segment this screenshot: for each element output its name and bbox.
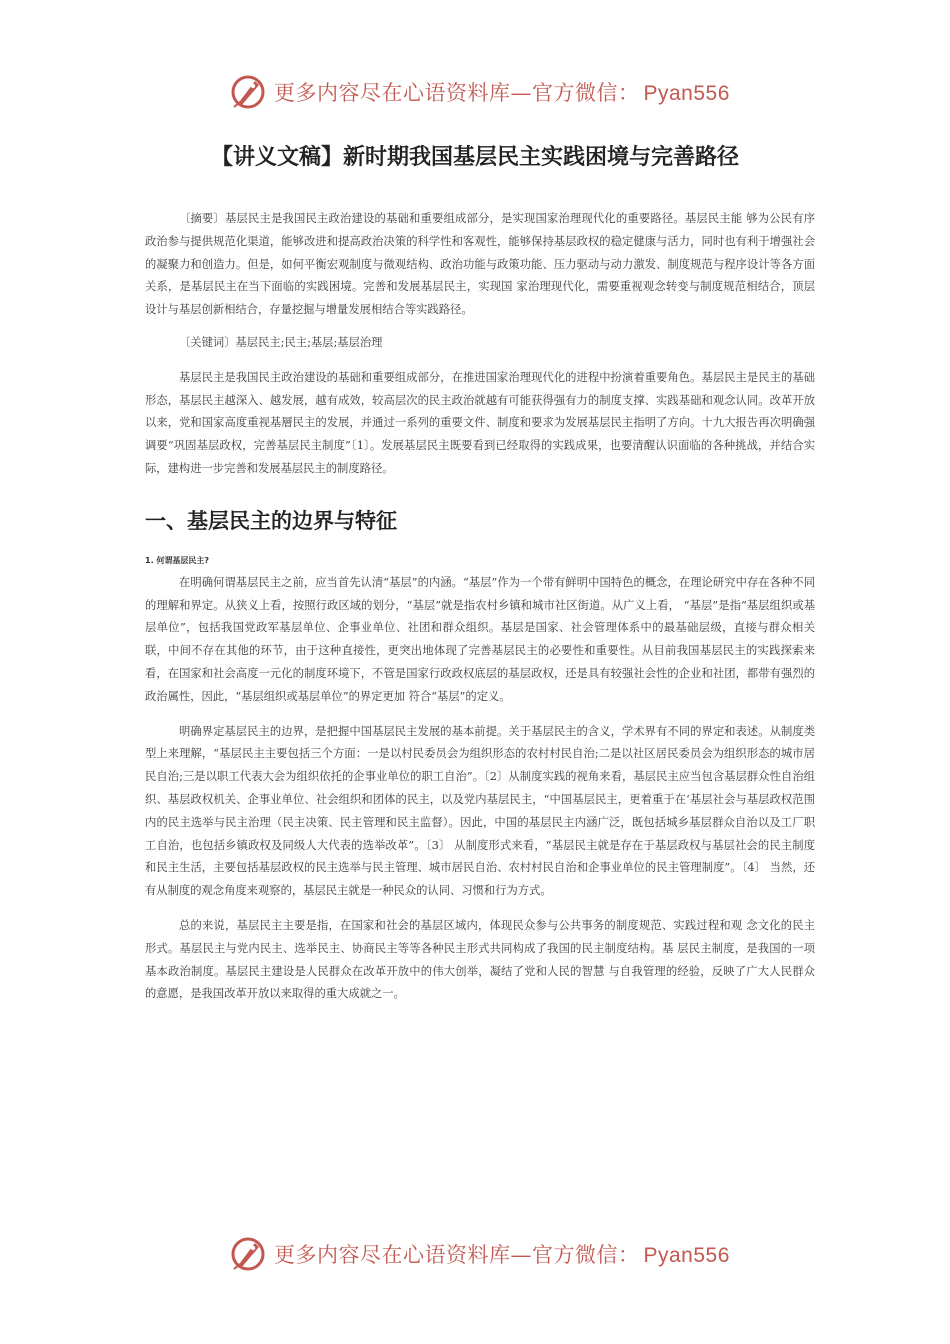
pen-nib-logo-icon bbox=[228, 72, 268, 112]
body-paragraph-2: 明确界定基层民主的边界，是把握中国基层民主发展的基本前提。关于基层民主的含义，学术界有不同的界定和表述。从制度类型上来理解，“基层民主主要包括三个方面：一是以村民委员会为组织形态的农村村民自治;二是以社区居民委员会为组织形态的城市居民自治;三是以职工代表大会为组织依托的企事业单位的职工自治”。〔2〕从制度实践的视角来看，基层民主应当包含基层群众性自治组织、基层政权机关、企事业单位、社会组织和团体的民主，以及党内基层民主，“中国基层民主，更着重于在‘基层社会与基层政权范围内的民主选举与民主治理（民主决策、民主管理和民主监督）。因此，中国的基层民主内涵广泛，既包括城乡基层群众自治以及工厂职工自治，也包括乡镇政权及同级人大代表的选举改革”。〔3〕 从制度形式来看，“基层民主就是存在于基层政权与基层社会的民主制度和民主生活，主要包括基层政权的民主选举与民主管理、城市居民自治、农村村民自治和企事业单位的民主管理制度”。〔4〕 当然，还有从制度的观念角度来观察的，基层民主就是一种民众的认同、习惯和行为方式。 bbox=[145, 724, 815, 898]
subsection-heading: 1. 何谓基层民主? bbox=[145, 555, 210, 565]
intro-paragraph: 基层民主是我国民主政治建设的基础和重要组成部分，在推进国家治理现代化的进程中扮演着重要角色。基层民主是民主的基础形态，基层民主越深入、越发展，越有成效，较高层次的民主政治就越有可能获得强有力的制度支撑、实践基础和观念认同。改革开放以来，党和国家高度重视基層民主的发展，并通过一系列的重要文件、制度和要求为发展基层民主指明了方向。十九大报告再次明确强调要“巩固基层政权，完善基层民主制度”〔1〕。发展基层民主既要看到已经取得的实践成果，也要清醒认识面临的各种挑战，并结合实际，建构进一步完善和发展基层民主的制度路径。 bbox=[145, 370, 815, 475]
banner-wechat-id: Pyan556 bbox=[643, 1244, 730, 1267]
banner-slogan: 更多内容尽在心语资料库—官方微信： bbox=[274, 1243, 640, 1267]
document-body bbox=[145, 208, 815, 1006]
keywords-line: 〔关键词〕基层民主;民主;基层;基层治理 bbox=[179, 335, 383, 349]
banner-text bbox=[274, 77, 730, 107]
abstract-paragraph: 〔摘要〕基层民主是我国民主政治建设的基础和重要组成部分，是实现国家治理现代化的重要路径。基层民主能 够为公民有序政治参与提供规范化渠道，能够改进和提高政治决策的科学性和客观性，能够保持基层政权的稳定健康与活力，同时也有利于增强社会的凝聚力和创造力。但是，如何平衡宏观制度与微观结构、政治功能与政策功能、压力驱动与动力激发、制度规范与程序设计等各方面关系，是基层民主在当下面临的实践困境。完善和发展基层民主，实现国 家治理现代化，需要重视观念转变与制度规范相结合，顶层设计与基层创新相结合，存量挖掘与增量发展相结合等实践路径。 bbox=[145, 212, 815, 317]
top-banner bbox=[228, 72, 730, 112]
body-paragraph-1: 在明确何谓基层民主之前，应当首先认清“基层”的内涵。“基层”作为一个带有鲜明中国特色的概念，在理论研究中存在各种不同的理解和界定。从狭义上看，按照行政区域的划分，“基层”就是指农村乡镇和城市社区街道。从广义上看， “基层”是指“基层组织或基层单位”，包括我国党政军基层单位、企事业单位、社团和群众组织。基层是国家、社会管理体系中的最基础层级，直接与群众相关联，中间不存在其他的环节，由于这种直接性，更突出地体现了完善基层民主的必要性和重要性。从目前我国基层民主的实践探索来看，在国家和社会高度一元化的制度环境下，不管是国家行政政权底层的基层政权，还是具有较强社会性的企业和社团，都带有强烈的政治属性，因此，“基层组织或基层单位”的界定更加 符合“基层”的定义。 bbox=[145, 575, 815, 703]
banner-text bbox=[274, 1239, 730, 1269]
pen-nib-logo-icon bbox=[228, 1234, 268, 1274]
banner-wechat-id: Pyan556 bbox=[643, 82, 730, 105]
document-title: 【讲义文稿】新时期我国基层民主实践困境与完善路径 bbox=[210, 145, 739, 170]
body-paragraph-3: 总的来说，基层民主主要是指，在国家和社会的基层区域内，体现民众参与公共事务的制度规范、实践过程和观 念文化的民主形式。基层民主与党内民主、选举民主、协商民主等等各种民主形式共同构成了我国的民主制度结构。基 层民主制度，是我国的一项基本政治制度。基层民主建设是人民群众在改革开放中的伟大创举，凝结了党和人民的智慧 与自我管理的经验，反映了广大人民群众的意愿，是我国改革开放以来取得的重大成就之一。 bbox=[145, 918, 815, 1001]
section-heading: 一、基层民主的边界与特征 bbox=[145, 508, 397, 533]
bottom-banner bbox=[228, 1234, 730, 1274]
banner-slogan: 更多内容尽在心语资料库—官方微信： bbox=[274, 81, 640, 105]
